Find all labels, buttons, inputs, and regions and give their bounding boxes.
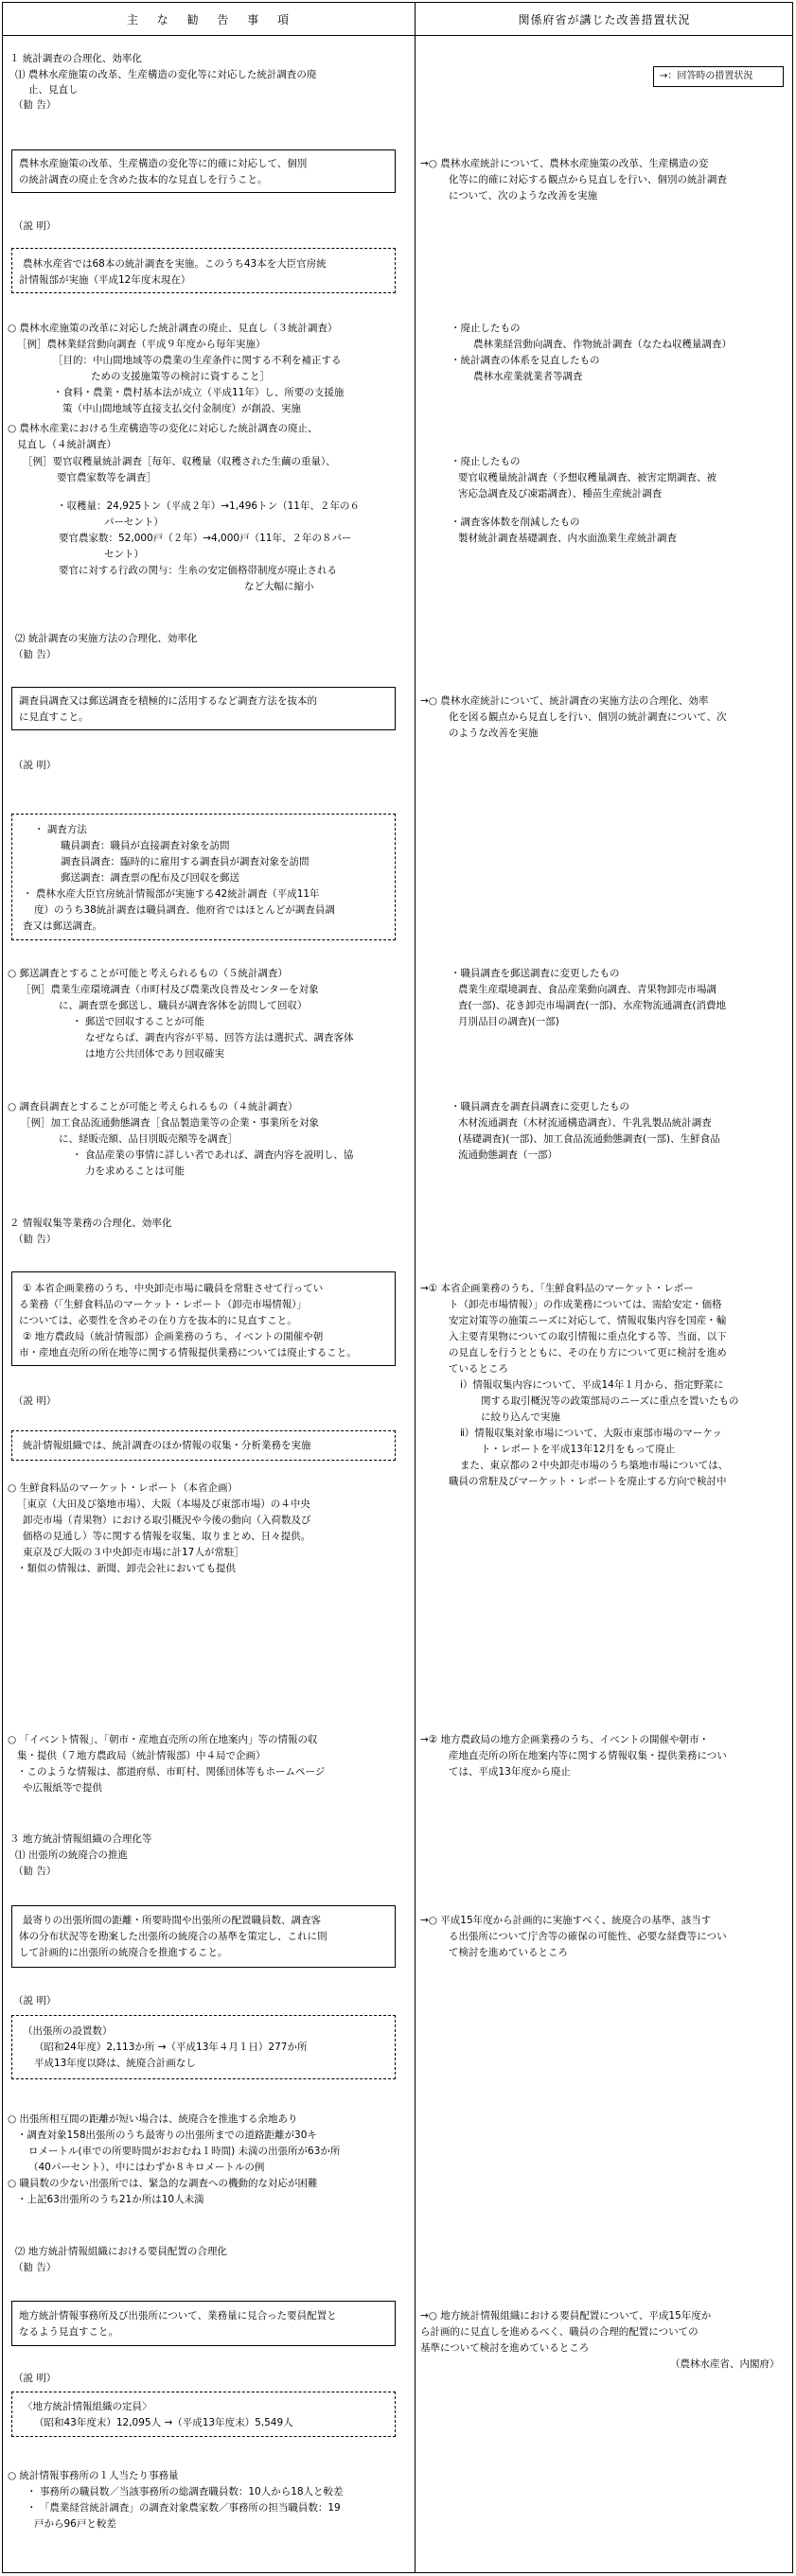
measure-text-line: →○ 農林水産統計について、統計調査の実施方法の合理化、効率 [420,695,709,707]
measure-text-line: →② 地方農政局の地方企画業務のうち、イベントの開催や朝市・ [420,1734,710,1745]
recommendation-text-line: ○ 出張所相互間の距離が短い場合は、統廃合を推進する余地あり [8,2113,298,2125]
recommendation-text-line: して計画的に出張所の統廃合を推進すること。 [19,1947,228,1958]
recommendation-text-line: 策（中山間地域等直接支払交付金制度）が創設、実施 [62,403,301,414]
recommendation-text-line: ２ 情報収集等業務の合理化、効率化 [9,1218,172,1229]
recommendation-text-line: に、調査票を郵送し、職員が調査客体を訪問して回収） [59,1000,308,1011]
recommendation-text-line: なぜならば、調査内容が平易、回答方法は選択式、調査客体 [85,1032,354,1043]
recommendation-text-line: 戸から96戸と較差 [34,2518,116,2530]
recommendation-text-line: 最寄りの出張所間の距離・所要時間や出張所の配置職員数、調査客 [23,1915,321,1926]
recommendation-text-line: ［東京（大田及び築地市場）、大阪（本場及び東部市場）の４中央 [17,1498,310,1510]
column-divider [415,2,416,2573]
recommendation-text-line: ための支援施策等の検討に資すること］ [91,371,270,382]
measure-text-line: 安定対策等の施策ニーズに対応して、情報収集内容を国産・輸 [449,1315,727,1326]
recommendation-text-line: 市・産地直売所の所在地等に関する情報提供業務については廃止すること。 [19,1347,357,1358]
measure-text-line: 産地直売所の所在地案内等に関する情報収集・提供業務につい [449,1750,727,1761]
recommendation-text-line: は地方公共団体であり回収確実 [85,1048,224,1060]
recommendation-text-line: 要官に対する行政の関与：生糸の安定価格帯制度が廃止される [59,565,337,576]
recommendation-text-line: 度）のうち38統計調査は職員調査、他府省ではほとんどが調査員調 [34,904,335,916]
measure-text-line: →○ 平成15年度から計画的に実施すべく、統廃合の基準、該当す [420,1915,712,1926]
recommendation-text-line: 査又は郵送調査。 [23,920,102,932]
recommendation-text-line: ・ 「農業経営統計調査」の調査対象農家数／事務所の担当職員数：19 [27,2502,341,2514]
recommendation-text-line: （出張所の設置数） [23,2025,113,2037]
recommendation-text-line: ［例］農林業経営動向調査（平成９年度から毎年実施） [17,339,266,350]
recommendation-text-line: ３ 地方統計情報組織の合理化等 [9,1833,152,1845]
recommendation-text-line: 要官農家数：52,000戸（２年）→4,000戸（11年、２年の８パー [59,533,352,544]
recommendation-text-line: （勧 告） [13,99,57,111]
measure-text-line: ト・レポートを平成13年12月をもって廃止 [481,1444,676,1455]
measure-text-line: ているところ [449,1363,508,1375]
recommendation-text-line: 東京及び大阪の３中央卸売市場に計17人が常駐］ [23,1547,244,1558]
recommendation-text-line: ・ 農林水産大臣官房統計情報部が実施する42統計調査（平成11年 [23,888,320,900]
recommendation-text-line: については、必要性を含めその在り方を抜本的に見直すこと。 [19,1315,297,1326]
recommendation-text-line: （説 明） [13,1995,57,2006]
recommendation-text-line: （説 明） [13,1395,57,1407]
header-rule [2,35,793,36]
measure-text-line: 化を図る観点から見直しを行い、個別の統計調査について、次 [449,711,727,723]
recommendation-text-line: に、経販売額、品目別販売額等を調査］ [59,1133,238,1145]
measure-text-line: 製材統計調査基礎調査、内水面漁業生産統計調査 [458,533,677,544]
recommendation-text-line: 統計情報組織では、統計調査のほか情報の収集・分析業務を実施 [23,1440,311,1451]
measure-text-line: ・調査客体数を削減したもの [451,517,580,528]
measure-text-line: 関する取引概況等の政策部局のニーズに重点を置いたもの [481,1395,739,1407]
measure-text-line: のような改善を実施 [449,727,539,739]
recommendation-text-line: ○ 生鮮食料品のマーケット・レポート（本省企画） [8,1482,238,1494]
recommendation-text-line: （勧 告） [13,1234,57,1245]
recommendation-text-line: 調査員調査：臨時的に雇用する調査員が調査対象を訪問 [61,856,310,867]
recommendation-text-line: 地方統計情報事務所及び出張所について、業務量に見合った要員配置と [19,2310,337,2322]
recommendation-text-line: ○ 農林水産施策の改革に対応した統計調査の廃止、見直し（３統計調査） [8,323,338,334]
measure-text-line: 害応急調査及び凍霜調査）、種苗生産統計調査 [458,488,663,499]
recommendation-text-line: 止、見直し [28,84,79,96]
recommendation-text-line: に見直すこと。 [19,711,89,723]
measure-text-line: 農業生産環境調査、食品産業動向調査、青果物卸売市場調 [458,984,716,995]
recommendation-text-line: ・食料・農業・農村基本法が成立（平成11年）し、所要の支援施 [53,387,345,398]
recommendation-text-line: ［目的：中山間地域等の農業の生産条件に関する不利を補正する [53,355,342,366]
recommendation-text-line: ⑵ 統計調査の実施方法の合理化、効率化 [15,633,198,644]
measure-text-line: 月別品目の調査)(一部) [458,1016,559,1027]
measure-text-line: （農林水産省、内閣府） [670,2358,780,2370]
header-left: 主 な 勧 告 事 項 [126,13,291,26]
recommendation-text-line: ○ 調査員調査とすることが可能と考えられるもの（４統計調査） [8,1101,298,1113]
recommendation-text-line: ・ 郵送で回収することが可能 [72,1016,204,1027]
recommendation-text-line: ・収穫量：24,925トン（平成２年）→1,496トン（11年、２年の６ [57,500,360,512]
recommendation-text-line: （勧 告） [13,1866,57,1877]
recommendation-text-line: など大幅に縮小 [244,581,314,592]
recommendation-text-line: 力を求めることは可能 [85,1165,185,1177]
recommendation-text-line: の統計調査の廃止を含めた抜本的な見直しを行うこと。 [19,174,268,185]
recommendation-text-line: 平成13年度以降は、統廃合計画なし [34,2058,196,2069]
recommendation-text-line: 調査員調査又は郵送調査を積極的に活用するなど調査方法を抜本的 [19,695,317,707]
recommendation-text-line: パーセント） [104,517,164,528]
measure-text-line: 入主要青果物についての取引情報に重点化する等、当面、以下 [449,1331,727,1342]
recommendation-text-line: ○ 郵送調査とすることが可能と考えられるもの（５統計調査） [8,968,288,979]
recommendation-text-line: ⑴ 農林水産施策の改革、生産構造の変化等に対応した統計調査の廃 [15,69,317,80]
recommendation-text-line: ・ 食品産業の事情に詳しい者であれば、調査内容を説明し、協 [72,1149,354,1161]
measure-text-line: ・職員調査を調査員調査に変更したもの [451,1101,629,1113]
measure-text-line: ら計画的に見直しを進めるべく、職員の合理的配置についての [420,2326,699,2338]
measure-text-line: の見直しを行うとともに、その在り方について更に検討を進め [449,1347,727,1358]
recommendation-text-line: （説 明） [13,2373,57,2384]
measure-text-line: 要官収穫量統計調査（予想収穫量調査、被害定期調査、被 [458,472,716,483]
recommendation-text-line: ② 地方農政局（統計情報部）企画業務のうち、イベントの開催や朝 [23,1331,324,1342]
recommendation-text-line: ○ 「イベント情報」、「朝市・産地直売所の所在地案内」等の情報の収 [8,1734,318,1745]
legend-box: →：回答時の措置状況 [653,66,784,87]
recommendation-text-line: （昭和24年度）2,113か所 →（平成13年４月１日）277か所 [34,2042,308,2053]
recommendation-text-line: ○ 農林水産業における生産構造等の変化に対応した統計調査の廃止、 [8,423,318,434]
recommendation-text-line: ・ 調査方法 [34,824,87,835]
measure-text-line: ・統計調査の体系を見直したもの [451,355,600,366]
measure-text-line: に絞り込んで実施 [481,1411,560,1423]
recommendation-text-line: 体の分布状況等を勘案した出張所の統廃合の基準を策定し、これに則 [19,1931,327,1942]
measure-text-line: (基礎調査)(一部)、加工食品流通動態調査(一部)、生鮮食品 [458,1133,720,1145]
recommendation-text-line: 職員調査：職員が直接調査対象を訪問 [61,840,230,851]
recommendation-text-line: ［例］農業生産環境調査（市町村及び農業改良普及センターを対象 [21,984,319,995]
recommendation-text-line: ・上記63出張所のうち21か所は10人未満 [17,2194,204,2205]
recommendation-text-line: る業務（「生鮮食料品のマーケット・レポート（卸売市場情報）」 [19,1299,307,1310]
measure-text-line: また、東京都の２中央卸売市場のうち築地市場については、 [460,1460,729,1471]
recommendation-text-line: ⑵ 地方統計情報組織における要員配置の合理化 [15,2246,227,2257]
recommendation-text-line: ロメートル(車での所要時間がおおむね１時間) 未満の出張所が63か所 [28,2146,341,2157]
measure-text-line: 職員の常駐及びマーケット・レポートを廃止する方向で検討中 [449,1476,727,1487]
recommendation-text-line: ○ 統計情報事務所の１人当たり事務量 [8,2470,179,2481]
measure-text-line: ては、平成13年度から廃止 [449,1766,571,1778]
measure-text-line: 農林水産業就業者等調査 [473,371,583,382]
measure-text-line: →① 本省企画業務のうち、「生鮮食料品のマーケット・レポー [420,1283,694,1294]
measure-text-line: 農林業経営動向調査、作物統計調査（なたね収穫量調査） [473,339,732,350]
recommendation-text-line: 見直し（４統計調査） [17,439,116,450]
measure-text-line: 木材流通調査（木材流通構造調査）、牛乳乳製品統計調査 [458,1117,712,1129]
recommendation-text-line: なるよう見直すこと。 [19,2326,118,2338]
measure-text-line: ト（卸売市場情報）」の作成業務については、需給安定・価格 [449,1299,722,1310]
header-right: 関係府省が講じた改善措置状況 [518,13,691,26]
measure-text-line: ・廃止したもの [451,323,521,334]
measure-text-line: →○ 農林水産統計について、農林水産施策の改革、生産構造の変 [420,158,709,169]
recommendation-text-line: 卸売市場（青果物）における取引概況や今後の動向（入荷数及び [23,1515,311,1526]
measure-text-line: 基準について検討を進めているところ [420,2342,590,2354]
measure-text-line: 流通動態調査（一部） [458,1149,557,1161]
measure-text-line: ・職員調査を郵送調査に変更したもの [451,968,620,979]
measure-text-line: て検討を進めているところ [449,1947,568,1958]
recommendation-text-line: 郵送調査：調査票の配布及び回収を郵送 [61,872,239,884]
recommendation-text-line: （昭和43年度末）12,095人 →（平成13年度末）5,549人 [34,2417,293,2428]
recommendation-text-line: ・調査対象158出張所のうち最寄りの出張所までの道路距離が30キ [17,2129,317,2141]
recommendation-text-line: （説 明） [13,760,57,771]
measure-text-line: →○ 地方統計情報組織における要員配置について、平成15年度か [420,2310,712,2322]
recommendation-text-line: ［例］加工食品流通動態調査［食品製造業等の企業・事業所を対象 [21,1117,319,1129]
recommendation-text-line: 農林水産施策の改革、生産構造の変化等に的確に対応して、個別 [19,158,308,169]
recommendation-text-line: ［例］要官収穫量統計調査［毎年、収穫量（収穫された生繭の重量）、 [23,456,336,467]
recommendation-text-line: １ 統計調査の合理化、効率化 [9,53,142,64]
recommendation-text-line: （勧 告） [13,2262,57,2273]
recommendation-text-line: や広報紙等で提供 [23,1782,102,1794]
recommendation-text-line: ・類似の情報は、新聞、卸売会社においても提供 [17,1563,236,1574]
recommendation-text-line: 価格の見通し）等に関する情報を収集、取りまとめ、日々提供。 [23,1531,311,1542]
recommendation-text-line: ⑴ 出張所の統廃合の推進 [15,1849,128,1861]
recommendation-text-line: ○ 職員数の少ない出張所では、緊急的な調査への機動的な対応が困難 [8,2178,318,2189]
recommendation-text-line: 〈地方統計情報組織の定員〉 [23,2401,152,2412]
recommendation-text-line: 計情報部が実施（平成12年度末現在） [19,274,191,286]
recommendation-text-line: ① 本省企画業務のうち、中央卸売市場に職員を常駐させて行ってい [23,1283,324,1294]
recommendation-text-line: 要官農家数等を調査］ [57,472,156,483]
recommendation-text-line: （勧 告） [13,649,57,660]
recommendation-text-line: 集・提供（７地方農政局（統計情報部）中４局で企画） [17,1750,266,1761]
recommendation-text-line: 農林水産省では68本の統計調査を実施。このうち43本を大臣官房統 [23,258,327,270]
measure-text-line: ・廃止したもの [451,456,521,467]
recommendation-text-line: （40パーセント）、中にはわずか８キロメートルの例 [28,2162,265,2173]
recommendation-text-line: セント） [104,549,144,560]
measure-text-line: ⅰ）情報収集内容について、平成14年１月から、指定野菜に [460,1379,724,1391]
measure-text-line: る出張所について庁舎等の確保の可能性、必要な経費等につい [449,1931,727,1942]
measure-text-line: 化等に的確に対応する観点から見直しを行い、個別の統計調査 [449,174,727,185]
recommendation-text-line: （説 明） [13,220,57,232]
recommendation-text-line: ・ 事務所の職員数／当該事務所の総調査職員数：10人から18人と較差 [27,2486,344,2497]
measure-text-line: について、次のような改善を実施 [449,190,598,202]
recommendation-text-line: ・このような情報は、都道府県、市町村、関係団体等もホームページ [17,1766,326,1778]
measure-text-line: 査(一部)、花き卸売市場調査(一部)、水産物流通調査(消費地 [458,1000,726,1011]
measure-text-line: ⅱ）情報収集対象市場について、大阪市東部市場のマーケッ [460,1428,722,1439]
